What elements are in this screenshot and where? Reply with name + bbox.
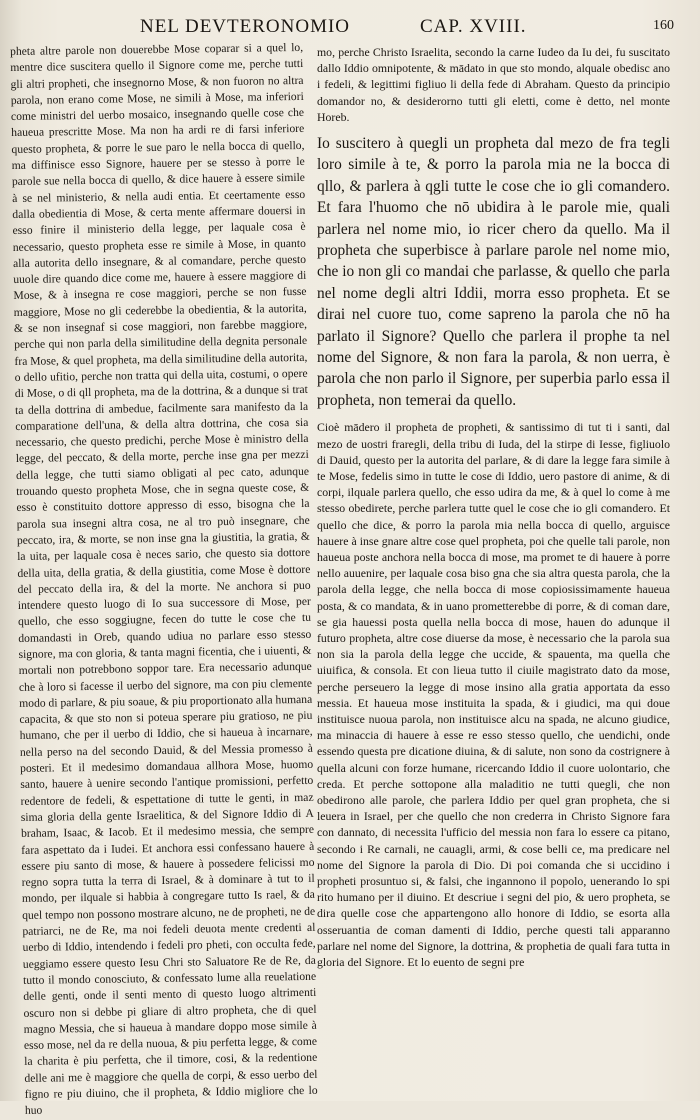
commentary-paragraph: pheta altre parole non douerebbe Mose coparar si a quel lo, mentre dice suscitera quello il Signore come me, perche tutti gli altri propheti, che insegnorno Mose, & non fuoron no altra parola, non erano come Mose, ne simili à Mose, ma inferiori come ministri del uerbo mosaico, insegnando quelle cose che haueua prescritte Mose. Ma non ha ardi re di farsi inferiore questo propheta, & porre le sue paro le nella bocca di quello, ma diffinisce esso Signore, hauere per se stesso à porre le parole sue nella bocca di quello, & dice hauere à essere simile à se nel ministerio, & nella audi entia. Et ceertamente esso dalla obedientia di Mose, & certa mente affermare douersi in esso finire il ministerio della legge, per laquale cosa è necessario, questo propheta esse re simile à Mose, in quanto alla autorita dello insegnare, & al comandare, perche questo uuole dire quando dice come me, hauere à essere maggiore di Mose, & à insegna re cose maggiori, perche se non fusse maggiore, Mose no gli cederebbe la obedientia, & la autorita, & se non insegnaf si cose maggiori, non farebbe maggiore, perche qui non parla della similitudine della degnita personale fra Mose, & quel propheta, ma della similitudine della autorita, o dello ufitio, perche non tratta qui della uita, costumi, o opere di Mose, o di qll propheta, ma de la dottrina, & a dunque si trat ta della dottrina di ambedue, facilmente sara manifesto da la comparatione dell'una, & della altra dottrina, che cosa sia necessario, che questo predichi, perche Mose è ministro della legge, del peccato, & della morte, perche inse gna per mezzi della legge, che tutti siamo obligati al pec cato, adunque trouando questo propheta Mose, che in segna queste cose, & esso è constituito dottore appresso di esso, bisogna che la parola sua insegni altra cosa, ne al tro può insegnare, che peccato, ira, & morte, se non inse gna la giustitia, la gratia, & la uita, per laquale cosa è neces sario, che questo sia dottore della uita, della gratia, & della giustitia, come Mose è dottore del peccato della ira, & del la morte. Ne anchora si puo intendere questo luogo di Io sua successore di Mose, per quello, che esso soggiugne, fecen do tutte le cose che tu domandasti in Oreb, quando udiua no parlare esso stesso signore, ma con gloria, & tanta magni ficentia, che i uiuenti, & mortali non potrebbono soppor tare. Era necessario adunque che à loro si facesse il uerbo del signore, ma con piu clemente modo di parlare, & piu soaue, & piu proportionato alla humana capacita, & que sto non si poteua sperare piu gratioso, ne piu humano, che per il uerbo di Iddio, che si haueua à incarnare, nella perso na del secondo Dauid, & del Messia promesso à posteri. Et il medesimo domandaua allhora Mose, huomo santo, hauere à uenire secondo l'antique promissioni, perfetto redentore de fedeli, & espettatione di tutte le genti, in maz sima gloria della gente Israelitica, & del Signore Iddio di A braham, Isaac, & Iacob. Et il medesimo messia, che sempre fara aspettato da i Iudei. Et anchora essi confessano hauere à essere piu santo di mose, & hauere à possedere felicissi mo regno sopra tutta la terra di Israel, & à dominare à tut to il mondo, per ilquale si habbia à congregare tutto Is rael, & da quel tempo non possono mostrare alcuno, ne de propheti, ne de patriarci, ne de Re, ma noi fedeli deuota mente credenti al uerbo di Iddio, intendendo i fedeli pro pheti, con occulta fede, ueggiamo essere questo Iesu Chri sto Saluatore Re de Re, da tutto il mondo conosciuto, & confessato lume alla reuelatione delle genti, onde il senti mento di questo luogo altrimenti oscuro non si debbe pi gliare di altro propheta, che di quel magno Messia, che si haueua à mandare doppo mose simile à esso mose, nel da re della nuoua, & piu perfetta legge, & come la charita è piu perfetta, che il timore, cosi, & la redentione delle ani me è maggiore che quella de corpi, & esso uerbo del figno re piu diuino, che il propheta, & Iddio migliore che lo huo	[10, 40, 318, 1118]
right-column	[317, 44, 670, 1084]
commentary-paragraph: Cioè mādero il propheta de propheti, & santissimo di tut ti i santi, dal mezo de uostri fraregli, della tribu di Iuda, del la stirpe di Iesse, figliuolo di Dauid, questo per la autorita del parlare, & di dare la legge fara simile à te Mose, fedelis simo in tutte le cose di Iddio, uero pastore di anime, & di corpi, ilquale parlera quello, che esso udira da me, & à quel lo come à me stesso obedirete, perche parlera tutte quel le cose che io gli comandero. Et quello che dice, & porro la parola mia nella bocca di quello, arguisce hauere à inse gnare altre cose quel propheta, poi che quelle tali parole, non haueua poste anchora nella bocca di mose, ma promet te di hauere à porre nello auuenire, per laquale cosa biso gna che sia altra questa parola, che la parola della legge, che nella bocca di mose copiosissimamente haueua posta, & co mandata, & in uano prometterebbe di porre, & di coman dare, se gia hauessi posta quella nella bocca di mose, hauen do adunque il futuro propheta, altre cose diuerse da mose, è necessario che la parola sua non sia la parola della legge che uccide, & spauenta, ma quella che uiuifica, & consola. Et con lieua tutto il ciuile magistrato dato da mose, perche perseuero la legge di mose insino alla gratia apportata da esso messia. Et haueua mose instituita la spada, & i giudici, ma qui doue instituisce nuoua parola, non instituisce alcu na spada, ne alcuno giudice, ma minaccia di hauere à esse re esso stesso quello, che uendichi, onde essendo questa pre dicatione diuina, & di salute, non sono da costrignere à quella alcuni con forze humane, ricercando Iddio il cuore uolontario, che creda. Et perche sottopone alla maladitio ne tutti quegli, che non obedirono alle parole, che parlera Iddio per quel gran propheta, che si leuera in Israel, per che quello che non crederra in Christo Signore fara con dannato, di necessita l'ufficio del messia non fara lo essere ca pitano, secondo i Re carnali, ne cauagli, armi, & cose belli ce, ma predicare nel nome del Signore la parola di Dio. Di poi comanda che si uccidino i propheti prosuntuo si, & falsi, che ingannono il popolo, uenerando lo spi rito humano per il diuino. Et descriue i segni del pio, & uero propheta, se dira quelle cose che appartengono allo honore di Iddio, se esorta alla osseruantia de coman damenti di Iddio, perche questi tali apparanno parlare nel nome del Signore, la dottrina, & prophetia de quali fara tutta in gloria del Signore. Et lo euento de segni pre	[317, 420, 670, 969]
page-number: 160	[653, 18, 674, 33]
running-header	[140, 12, 680, 42]
left-column	[10, 40, 318, 1118]
chapter-label: CAP. XVIII.	[420, 16, 527, 37]
commentary-continuation: mo, perche Christo Israelita, secondo la carne Iudeo da Iu dei, fu suscitato dallo Iddio omnipotente, & mādato in que sto mondo, alquale obedisc ano i fedeli, & legittimi figliuo li della fede di Abraham. Questo da principio domandor no, & desiderorno tutti gli eletti, come è detto, nel monte Horeb.	[317, 45, 670, 124]
book-title: NEL DEVTERONOMIO	[140, 16, 351, 37]
scripture-passage: Io suscitero à quegli un propheta dal mezo de fra tegli loro simile à te, & porro la parola mia ne la bocca di qllo, & parlera à qgli tutte le cose che io gli comandero. Et fara l'huomo che nō ubidira à le parole mie, quali parlera nel nome mio, io ricer chero da quello. Ma il propheta che superbisce à parlare parole nel nome mio, che io non gli co mandai che parlasse, & quello che parla nel nome degli altri Iddii, morra esso propheta. Et se dirai nel cuore tuo, come sapreno la parola che nō ha parlato il Signore? Quello che parlera il prophe ta nel nome del Signore, & non fara la parola, & non uerra, è parola che non parlo il Signore, per superbia parlo essa il propheta, non temerai da quello.	[317, 135, 670, 409]
